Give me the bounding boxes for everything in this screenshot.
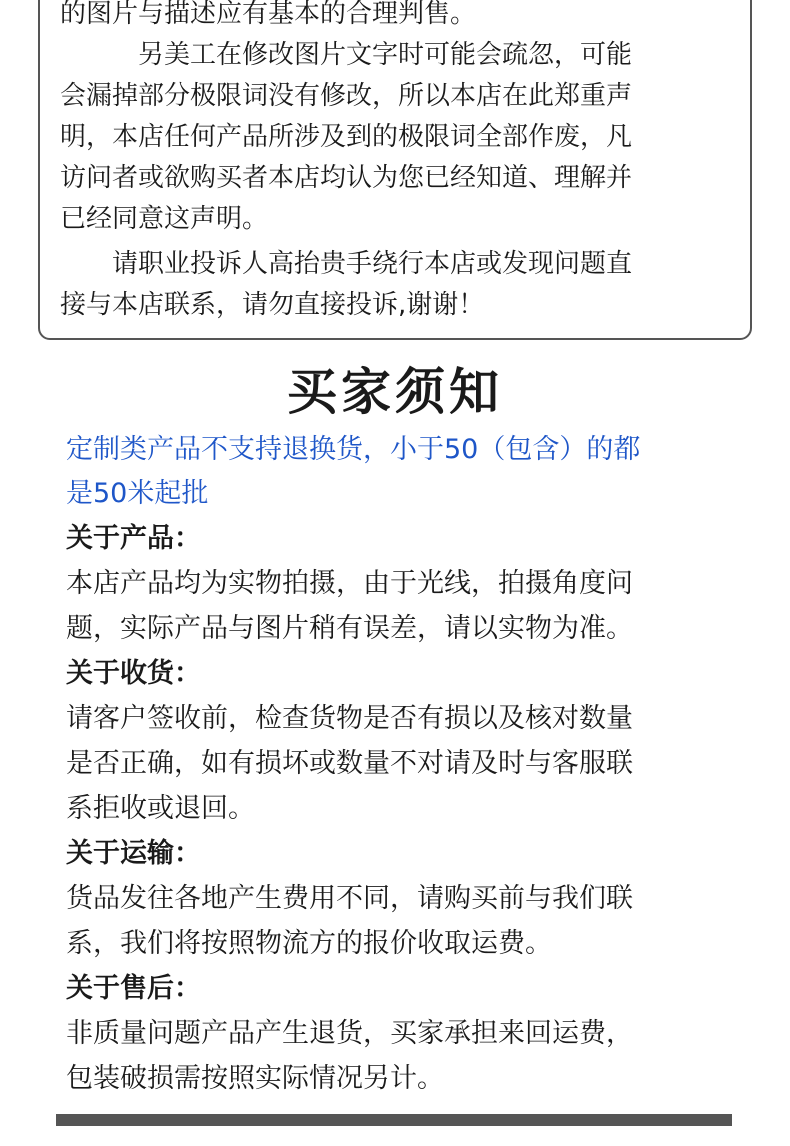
disclaimer-line: 会漏掉部分极限词没有修改，所以本店在此郑重声 [60,81,633,111]
section-heading: 关于产品： [66,523,201,554]
section-receiving [66,651,746,831]
section-line: 货品发往各地产生费用不同，请购买前与我们联 [66,883,633,914]
section-product [66,516,746,651]
section-line: 系拒收或退回。 [66,793,255,824]
section-line: 包装破损需按照实际情况另计。 [66,1063,444,1094]
disclaimer-line: 已经同意这声明。 [60,204,269,234]
section-line: 系，我们将按照物流方的报价收取运费。 [66,928,552,959]
disclaimer-line: 访问者或欲购买者本店均认为您已经知道、理解并 [60,163,633,193]
disclaimer-line: 的图片与描述应有基本的合理判售。 [60,0,477,29]
section-body [66,696,746,831]
section-line: 是否正确，如有损坏或数量不对请及时与客服联 [66,748,633,779]
bottom-divider-bar [56,1114,732,1126]
section-body [66,876,746,966]
disclaimer-line: 另美工在修改图片文字时可能会疏忽，可能 [60,40,633,70]
section-after-sales [66,966,746,1101]
custom-order-note [66,428,746,516]
section-line: 请客户签收前，检查货物是否有损以及核对数量 [66,703,633,734]
custom-order-note-line: 是50米起批 [66,478,209,509]
section-line: 本店产品均为实物拍摄，由于光线，拍摄角度问 [66,568,633,599]
section-body [66,1011,746,1101]
disclaimer-line: 明，本店任何产品所涉及到的极限词全部作废，凡 [60,122,633,152]
section-heading: 关于收货： [66,658,201,689]
section-body [66,561,746,651]
buyer-notice-content [66,428,746,1101]
disclaimer-text [60,0,740,326]
section-line: 非质量问题产品产生退货，买家承担来回运费， [66,1018,633,1049]
section-shipping [66,831,746,966]
section-line: 题，实际产品与图片稍有误差，请以实物为准。 [66,613,633,644]
custom-order-note-line: 定制类产品不支持退换货，小于50（包含）的都 [66,434,641,465]
disclaimer-line: 请职业投诉人高抬贵手绕行本店或发现问题直 [60,249,633,279]
buyer-notice-title: 买家须知 [287,363,503,421]
section-heading: 关于售后： [66,973,201,1004]
section-heading: 关于运输： [66,838,201,869]
disclaimer-line: 接与本店联系，请勿直接投诉,谢谢！ [60,290,485,320]
